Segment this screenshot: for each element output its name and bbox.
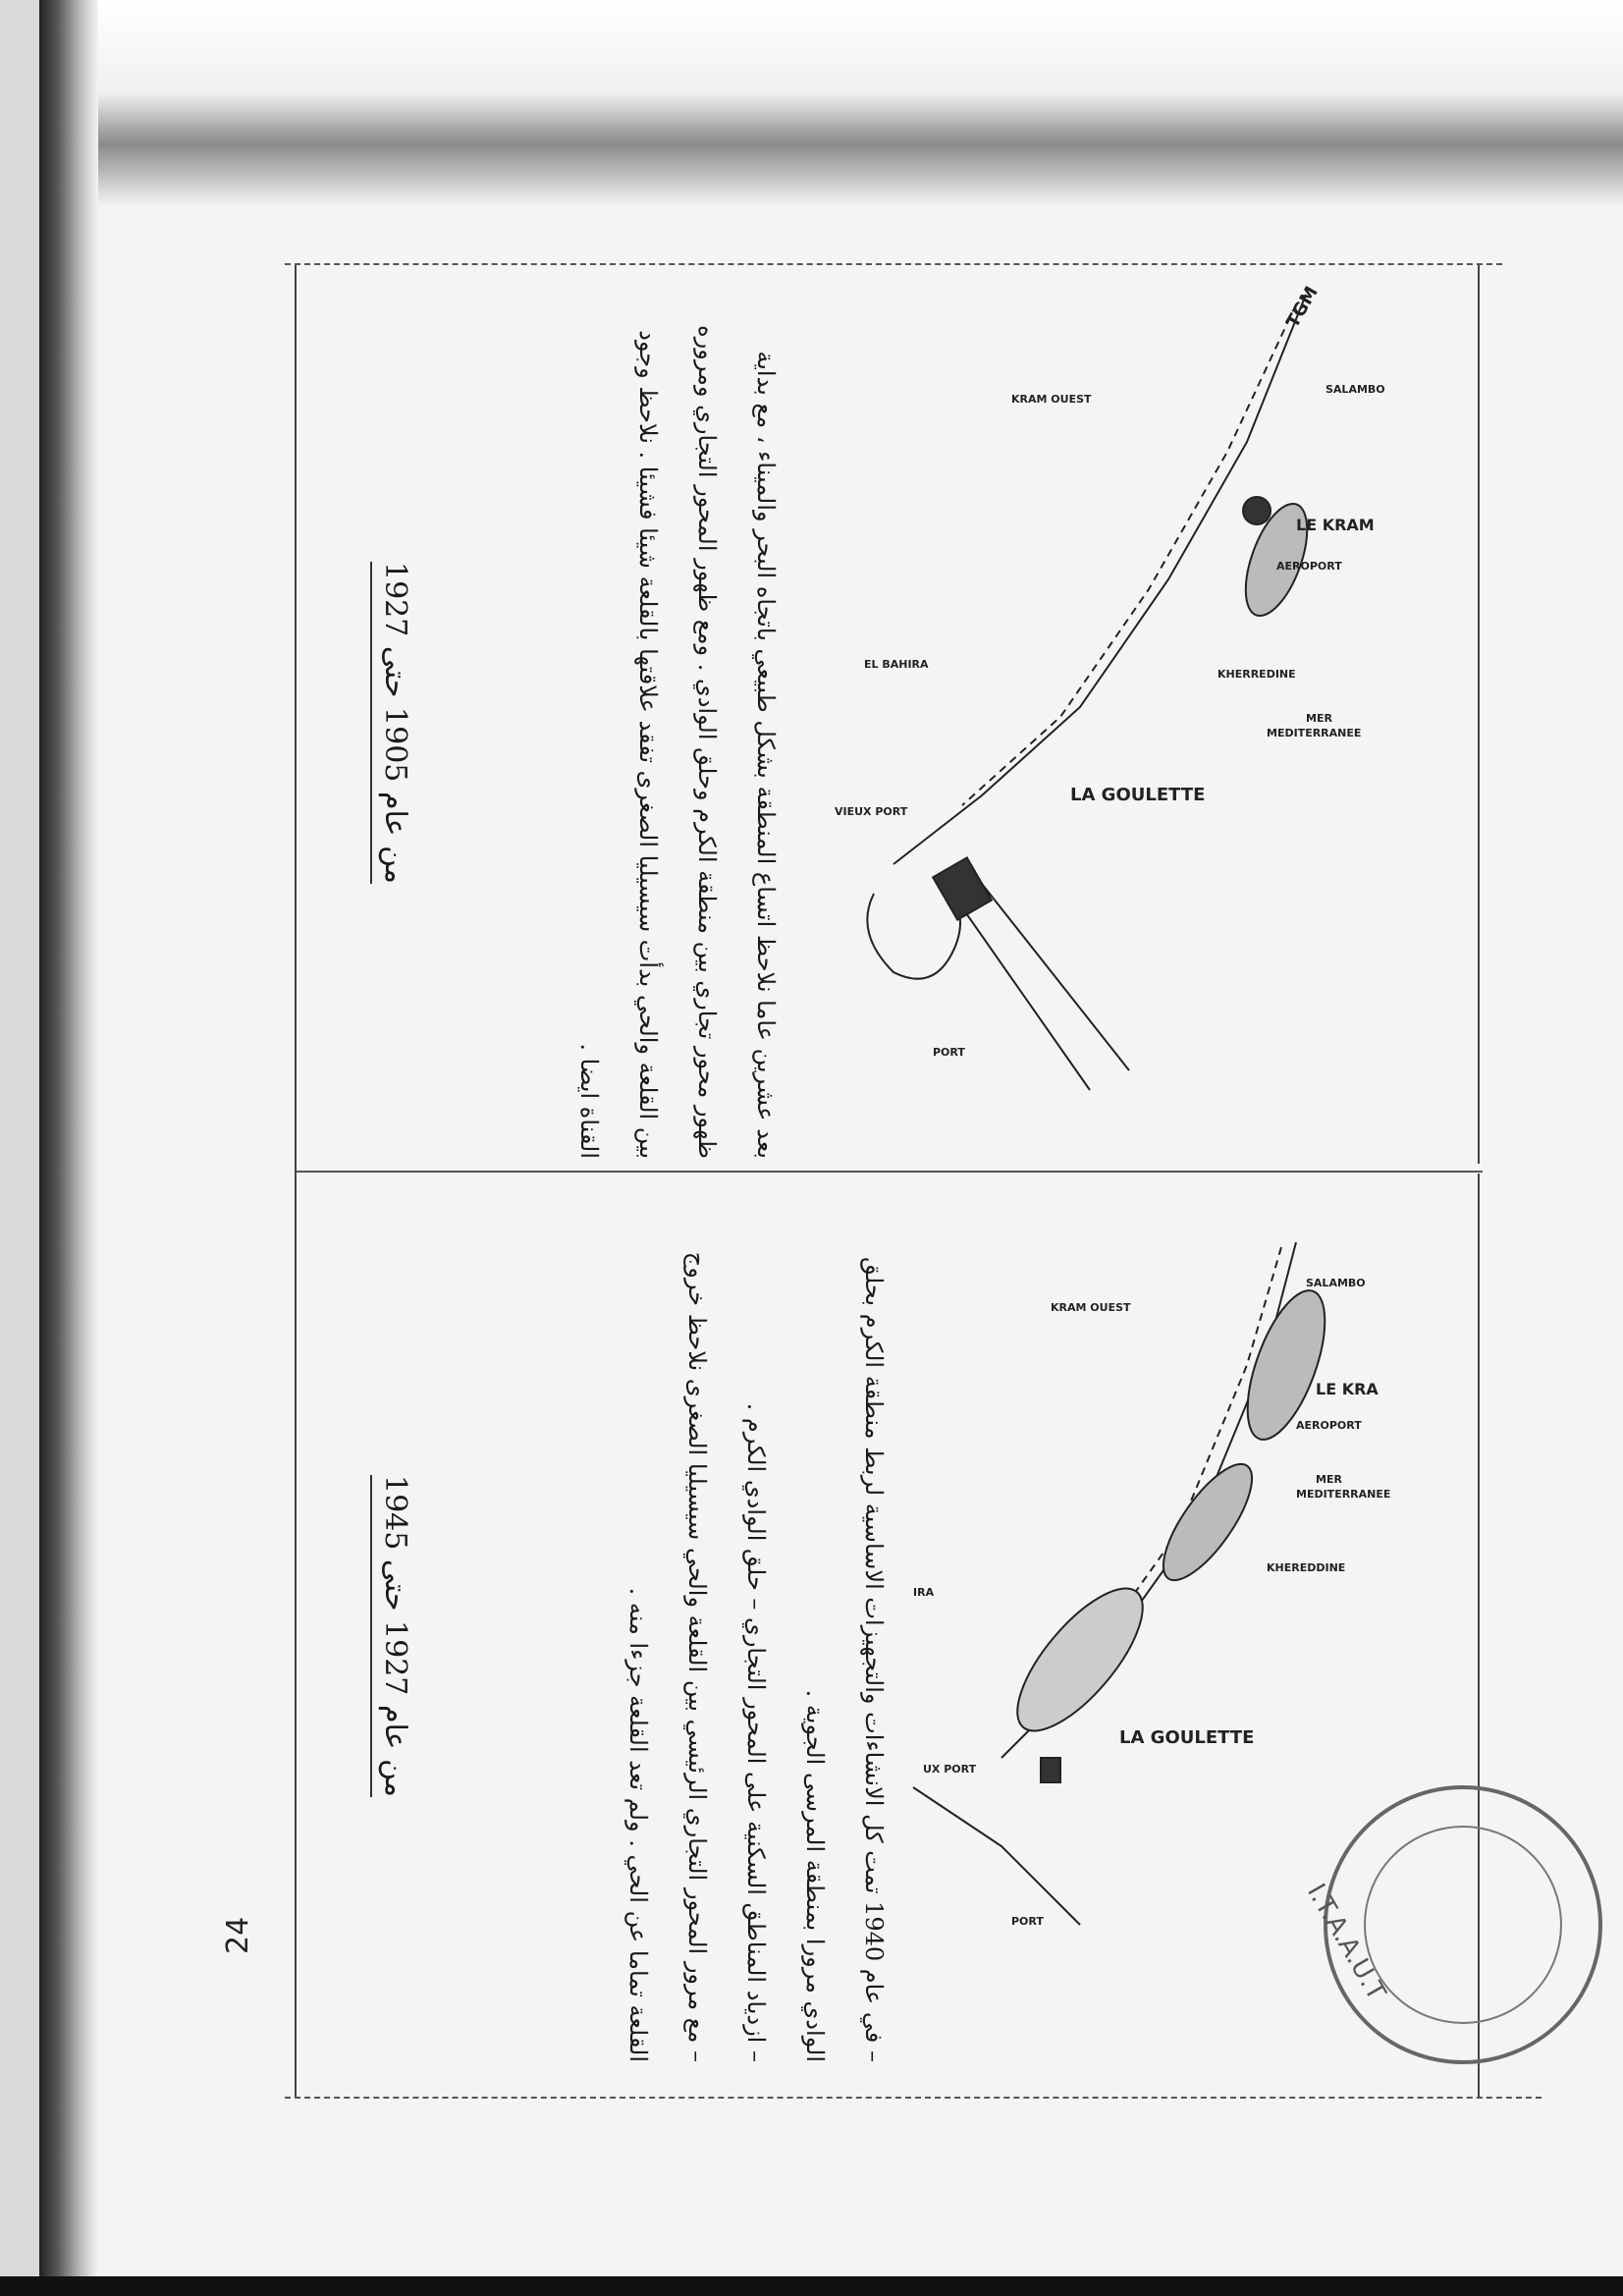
frame-top-line — [285, 263, 1502, 265]
section-top-text-block — [560, 314, 795, 1159]
map-top-label-le-kram: LE KRAM — [1296, 516, 1375, 534]
map-top-label-salammbo: SALAMBO — [1325, 383, 1385, 396]
map-bottom-label-kheredine: KHEREDDINE — [1267, 1561, 1346, 1574]
frame-middle-line — [295, 1171, 1483, 1173]
section-bottom-list — [609, 1247, 903, 2062]
map-bottom-label-mer-1: MER — [1316, 1473, 1342, 1486]
map-top-label-port: PORT — [933, 1046, 965, 1059]
map-top-label-aeroport: AEROPORT — [1276, 560, 1342, 573]
map-top-coast — [893, 295, 1306, 864]
map-top-fort — [933, 857, 992, 919]
scan-shadow — [98, 0, 1623, 206]
frame-right-line-top — [1478, 265, 1480, 1164]
map-bottom-label-port: PORT — [1011, 1915, 1044, 1928]
bullet-text-3: مع مرور المحور التجاري الرئيسي بين القلعة والحي سيسيليا الصغرى نلاحظ خروج القلعة تماما عن الحي . ولم تعد القلعة جزءا منه . — [624, 1251, 711, 2062]
map-bottom-label-le-kram: LE KRA — [1316, 1380, 1379, 1398]
map-bottom-label-vieux-port: UX PORT — [923, 1763, 977, 1776]
section-bottom-title-block — [370, 1385, 412, 1797]
page-number: 24 — [221, 1916, 255, 1954]
map-bottom-goulette-zone — [997, 1570, 1163, 1750]
map-bottom-kheredine-zone — [1148, 1451, 1267, 1592]
map-bottom-label-kram-ouest: KRAM OUEST — [1051, 1301, 1131, 1314]
map-top-label-kram-ouest: KRAM OUEST — [1011, 393, 1092, 406]
scan-edge — [0, 2276, 1623, 2296]
map-bottom-label-la-goulette: LA GOULETTE — [1119, 1727, 1255, 1748]
map-top-label-kheredine: KHERREDINE — [1217, 668, 1296, 681]
map-top-label-el-bahira: EL BAHIRA — [864, 658, 929, 671]
section-top-title-block — [370, 471, 412, 884]
frame-left-line — [295, 265, 297, 2097]
map-top-label-mer-2: MEDITERRANEE — [1267, 727, 1362, 739]
map-top — [835, 285, 1443, 1090]
map-bottom-shore — [913, 1787, 1080, 1925]
map-top-canal — [952, 894, 1090, 1090]
bullet-item-3: – مع مرور المحور التجاري الرئيسي بين القلعة والحي سيسيليا الصغرى نلاحظ خروج القلعة تماما عن الحي . ولم تعد القلعة جزءا منه . — [624, 1251, 711, 2062]
map-top-label-la-goulette: LA GOULETTE — [1070, 785, 1206, 805]
section-bottom-title: من عام 1927 حتى 1945 — [370, 1475, 412, 1797]
section-top-title: من عام 1905 حتى 1927 — [370, 562, 412, 884]
map-bottom-fort — [1041, 1758, 1060, 1782]
map-top-label-vieux-port: VIEUX PORT — [835, 805, 908, 818]
map-top-label-mer-1: MER — [1306, 712, 1332, 725]
institution-stamp — [1301, 1777, 1610, 2072]
map-bottom-label-salammbo: SALAMBO — [1306, 1277, 1366, 1289]
map-top-label-tgm: TGM — [1282, 283, 1323, 332]
stamp-text: I.T.A.A.U.T — [1301, 1879, 1391, 2005]
frame-bottom-line — [285, 2097, 1542, 2099]
map-top-road — [962, 304, 1296, 805]
section-top-paragraph: بعد عشرين عاما نلاحظ اتساع المنطقة بشكل طبيعي باتجاه البحر والميناء ، مع بداية ظهور محور تجاري بين منطقة الكرم وحلق الوادي . ومع ظهور المحور التجاري ومروره بين القلعة والحي بدأت سيسيليا الصغرى تفقد علاقتها بالقلعة شيئا فشيئا . نلاحظ وجود القناة ايضا . — [575, 325, 780, 1159]
map-bottom-label-aeroport: AEROPORT — [1296, 1419, 1362, 1432]
book-spine — [39, 0, 98, 2296]
bullet-item-2: – ازدياد المناطق السكنية على المحور التجاري – حلق الوادي الكرم . — [742, 1402, 770, 2062]
bullet-item-1: – في عام 1940 تمت كل الانشاءات والتجهيزات الاساسية لربط منطقة الكرم بحلق الوادي مرورا بمنطقة المرسى الجوية . — [801, 1256, 888, 2062]
map-bottom-label-mer-2: MEDITERRANEE — [1296, 1488, 1391, 1501]
map-bottom-label-bahira: IRA — [913, 1586, 935, 1599]
map-top-salammbo-dot — [1243, 497, 1271, 524]
bullet-text-2: ازدياد المناطق السكنية على المحور التجاري – حلق الوادي الكرم . — [742, 1402, 770, 2044]
bullet-text-1: في عام 1940 تمت كل الانشاءات والتجهيزات الاساسية لربط منطقة الكرم بحلق الوادي مرورا بمنطقة المرسى الجوية . — [801, 1256, 888, 2062]
